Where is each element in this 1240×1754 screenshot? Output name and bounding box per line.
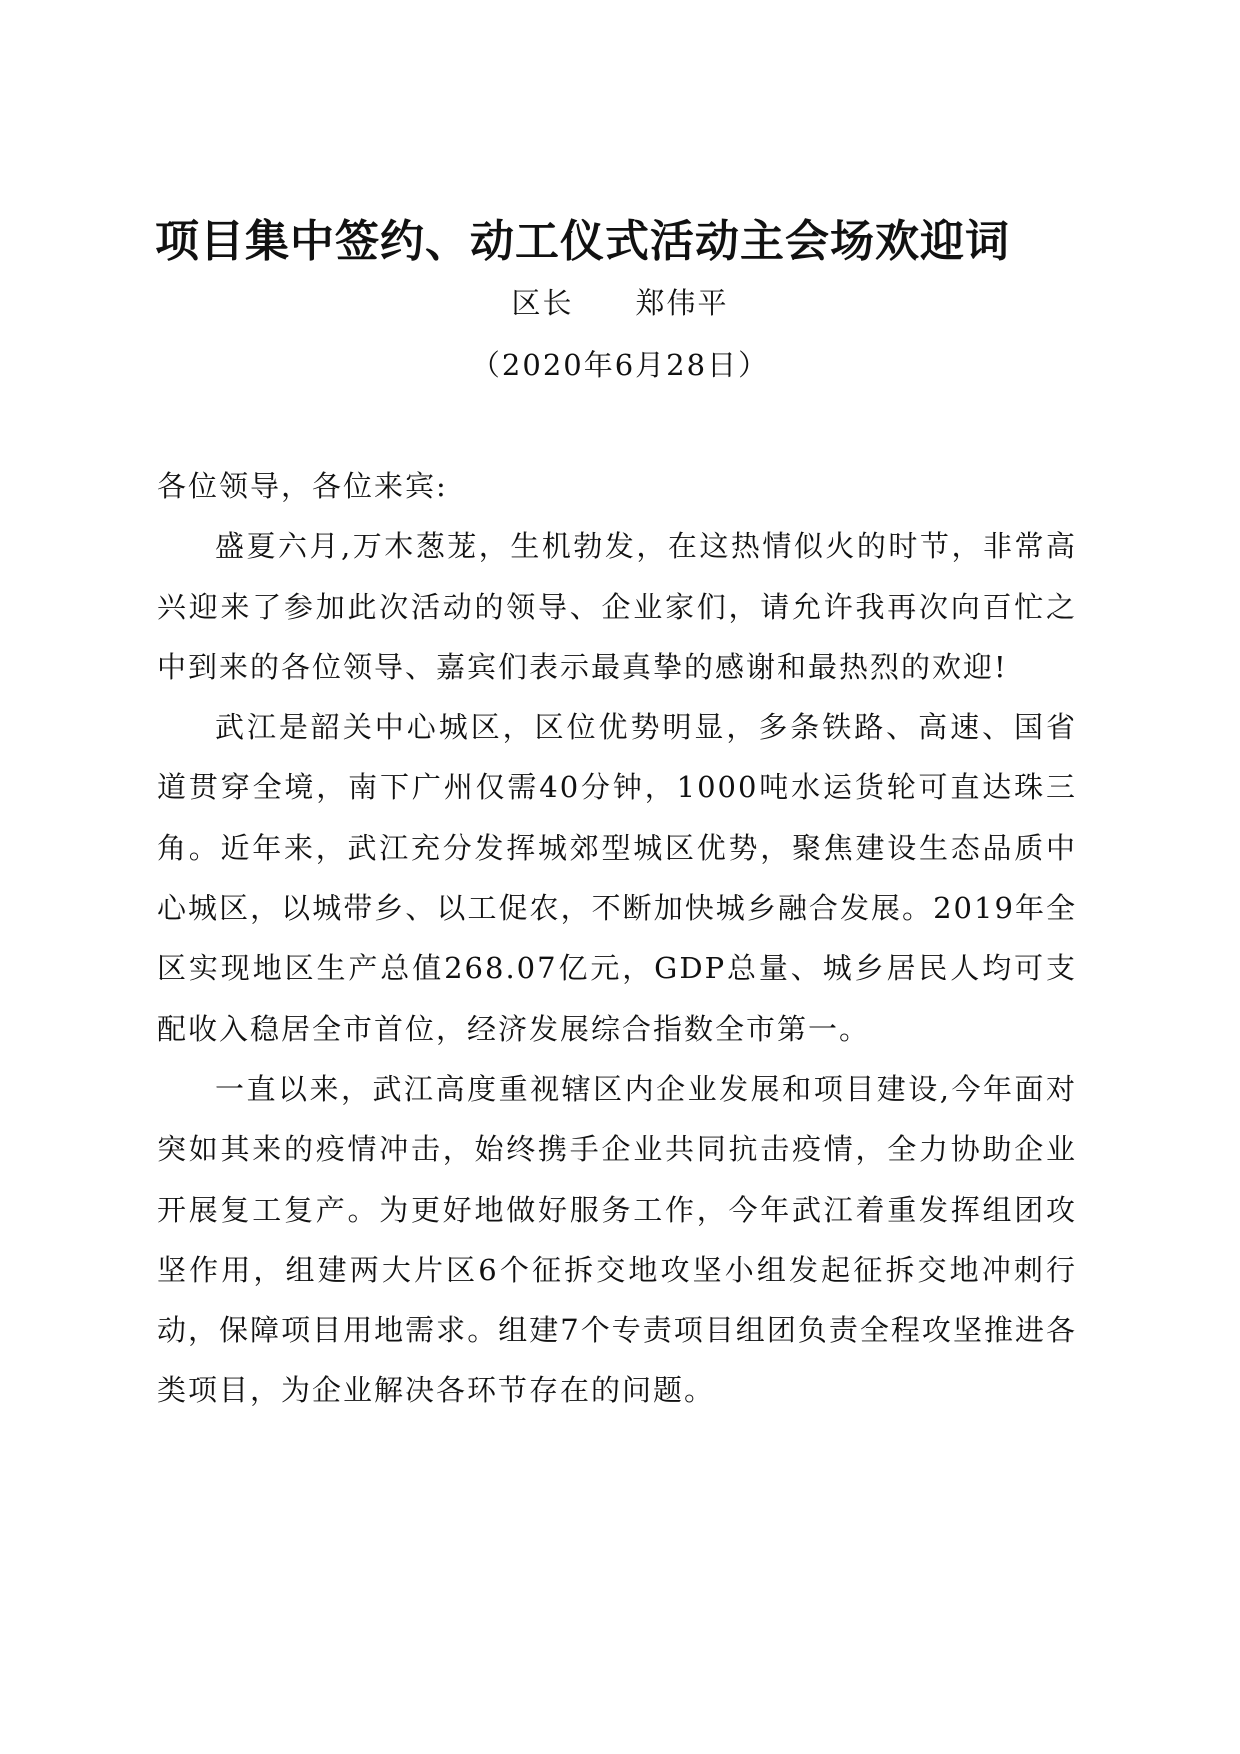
date-line: （2020年6月28日） <box>470 348 770 382</box>
paragraph: 盛夏六月,万木葱茏，生机勃发，在这热情似火的时节，非常高兴迎来了参加此次活动的领导、企业家们，请允许我再次向百忙之中到来的各位领导、嘉宾们表示最真挚的感谢和最热烈的欢迎! <box>157 529 1077 684</box>
paragraph: 一直以来，武江高度重视辖区内企业发展和项目建设,今年面对突如其来的疫情冲击，始终携手企业共同抗击疫情，全力协助企业开展复工复产。为更好地做好服务工作，今年武江着重发挥组团攻坚作用，组建两大片区6个征拆交地攻坚小组发起征拆交地冲刺行动，保障项目用地需求。组建7个专责项目组团负责全程攻坚推进各类项目，为企业解决各环节存在的问题。 <box>157 1071 1077 1408</box>
paragraph: 武江是韶关中心城区，区位优势明显，多条铁路、高速、国省道贯穿全境，南下广州仅需40分钟，1000吨水运货轮可直达珠三角。近年来，武江充分发挥城郊型城区优势，聚焦建设生态品质中心城区，以城带乡、以工促农，不断加快城乡融合发展。2019年全区实现地区生产总值268.07亿元，GDP总量、城乡居民人均可支配收入稳居全市首位，经济发展综合指数全市第一。 <box>157 710 1077 1046</box>
author-line: 区长 郑伟平 <box>511 286 729 320</box>
document-body <box>157 456 1077 1421</box>
document-title: 项目集中签约、动工仪式活动主会场欢迎词 <box>155 216 1010 267</box>
salutation: 各位领导，各位来宾: <box>157 469 448 503</box>
